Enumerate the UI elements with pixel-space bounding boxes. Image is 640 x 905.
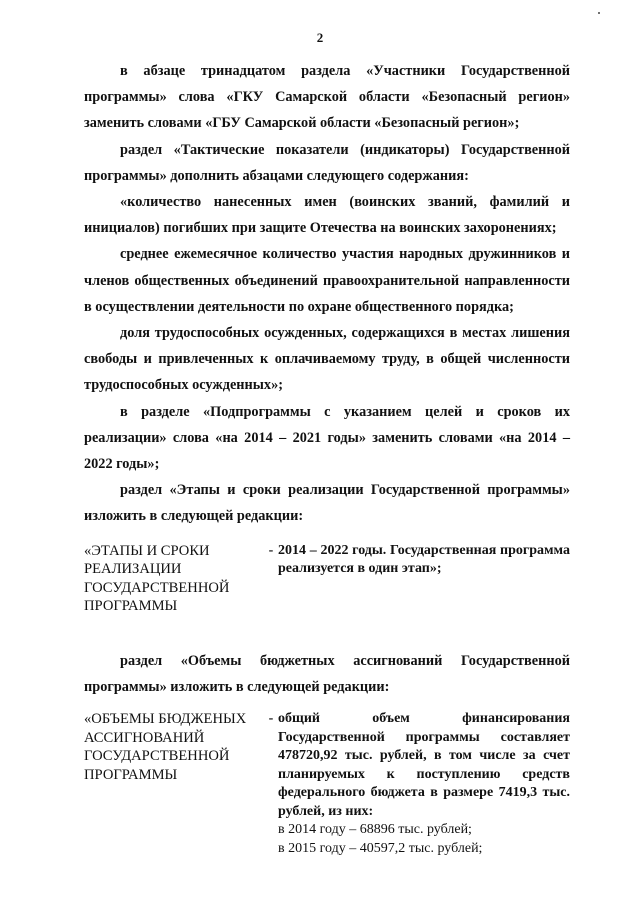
page-number: 2 xyxy=(316,30,324,45)
funding-value xyxy=(278,710,570,858)
document-body xyxy=(84,58,570,858)
funding-year-2014: в 2014 году – 68896 тыс. рублей; xyxy=(278,822,472,838)
spacer xyxy=(84,700,570,710)
stages-value xyxy=(278,542,570,616)
funding-label: «ОБЪЕМЫ БЮДЖЕНЫХ АССИГНОВАНИЙ ГОСУДАРСТВЕННОЙ ПРОГРАММЫ xyxy=(84,711,247,783)
paragraph: раздел «Тактические показатели (индикаторы) Государственной программы» дополнить абзацами следующего содержания: xyxy=(84,141,570,184)
stages-dash: - xyxy=(268,542,274,558)
paragraph: доля трудоспособных осужденных, содержащихся в местах лишения свободы и привлеченных к оплачиваемому труду, в общей численности трудоспособных осужденных»; xyxy=(84,325,570,394)
spacer xyxy=(84,530,570,542)
stages-value-text: 2014 – 2022 годы. Государственная программа реализуется в один этап»; xyxy=(278,542,570,577)
paragraph: в разделе «Подпрограммы с указанием целей и сроков их реализации» слова «на 2014 – 2021 годы» заменить словами «на 2014 – 2022 годы»; xyxy=(84,403,570,473)
funding-year-2015: в 2015 году – 40597,2 тыс. рублей; xyxy=(278,840,483,856)
stages-label: «ЭТАПЫ И СРОКИ РЕАЛИЗАЦИИ ГОСУДАРСТВЕННОЙ ПРОГРАММЫ xyxy=(84,542,230,615)
funding-block xyxy=(84,710,570,858)
paragraph: среднее ежемесячное количество участия народных дружинников и членов общественных объединений правоохранительной направленности в осуществлении деятельности по охране общественного порядка; xyxy=(84,246,570,315)
funding-value-text: общий объем финансирования Государственной программы составляет 478720,92 тыс. рублей, в том числе за счет планируемых к поступлению средств федерального бюджета в размере 7419,3 тыс. рублей, из них: xyxy=(278,711,570,819)
spacer xyxy=(84,616,570,648)
funding-dash: - xyxy=(268,711,274,727)
funding-intro: раздел «Объемы бюджетных ассигнований Государственной программы» изложить в следующей редакции: xyxy=(84,652,570,695)
paragraph: «количество нанесенных имен (воинских званий, фамилий и инициалов) погибших при защите Отечества на воинских захоронениях; xyxy=(84,194,570,237)
scan-speck xyxy=(598,12,600,14)
paragraph: в абзаце тринадцатом раздела «Участники Государственной программы» слова «ГКУ Самарской области «Безопасный регион» заменить словами «ГБУ Самарской области «Безопасный регион»; xyxy=(84,63,570,132)
paragraph: раздел «Этапы и сроки реализации Государственной программы» изложить в следующей редакции: xyxy=(84,482,570,525)
stages-block xyxy=(84,542,570,616)
